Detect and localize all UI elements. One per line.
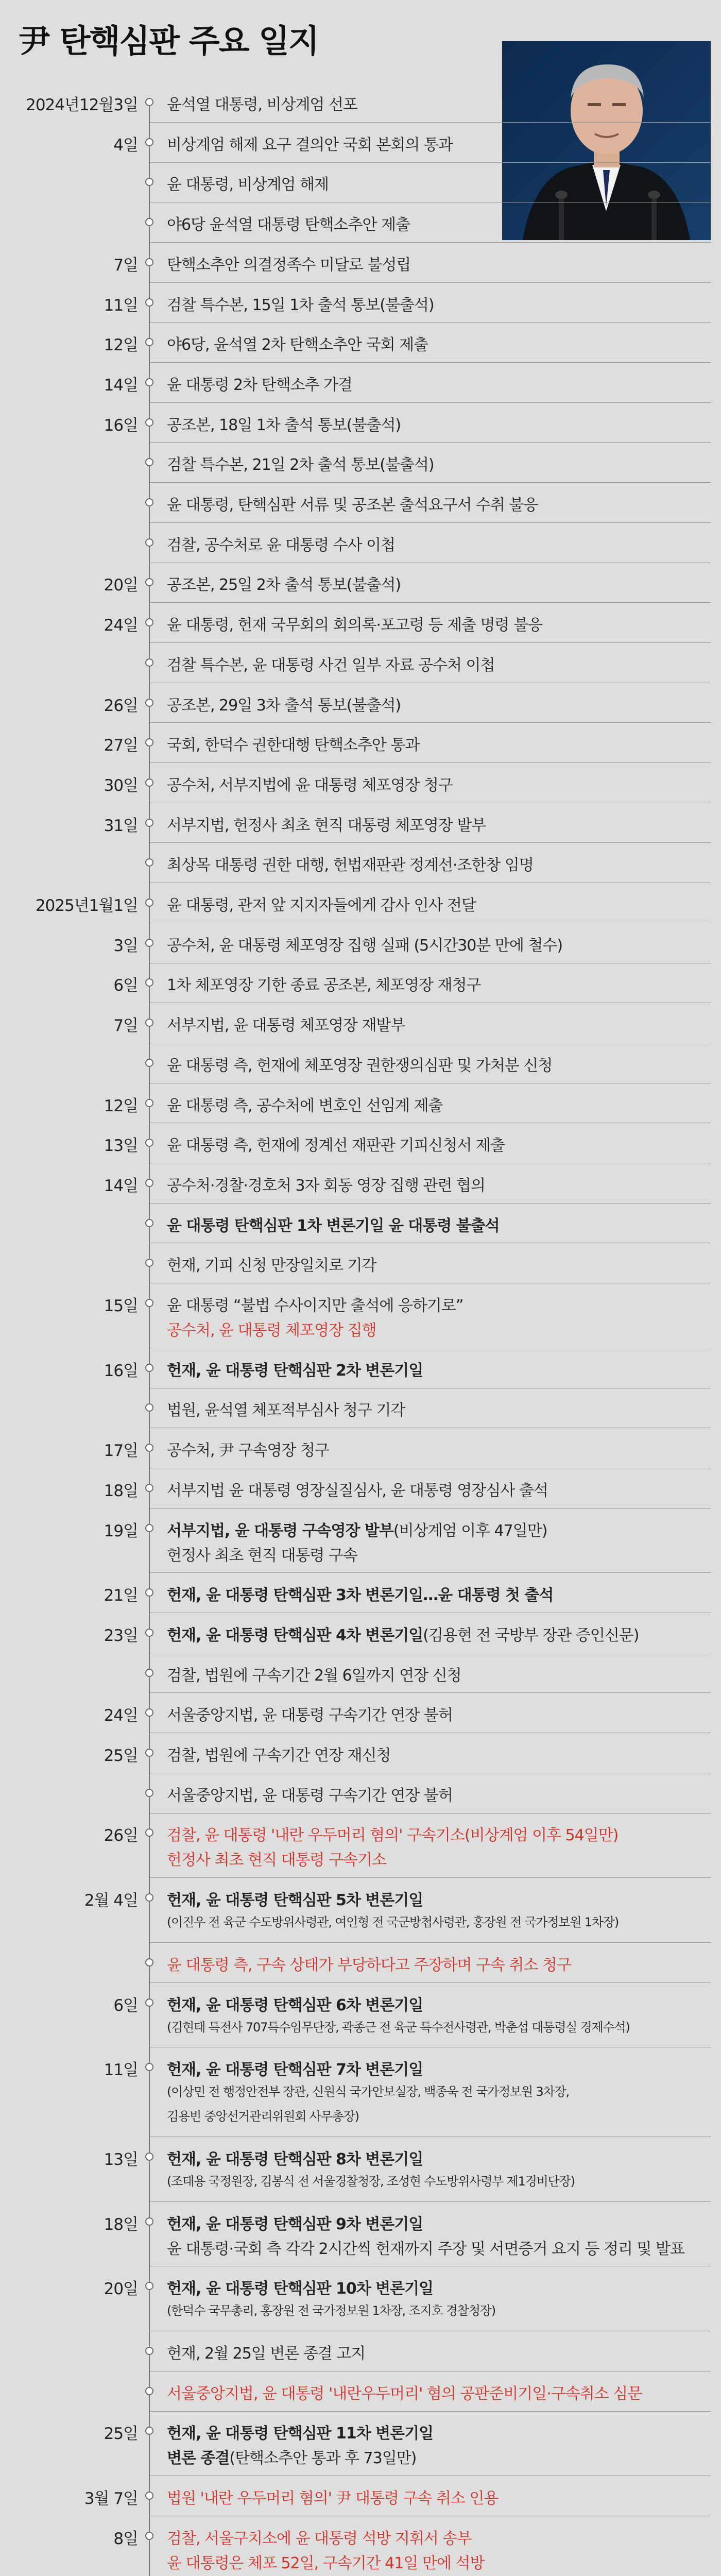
entry-text: 비상계엄 해제 요구 결의안 국회 본회의 통과: [167, 135, 453, 154]
timeline-dot: [145, 1524, 153, 1532]
entry-text: (이진우 전 육군 수도방위사령관, 여인형 전 국군방첩사령관, 홍장원 전 국가정보원 1차장): [167, 1915, 619, 1930]
entry-text: 윤 대통령·국회 측 각각 2시간씩 헌재까지 주장 및 서면증거 요지 등 정리 및 발표: [167, 2240, 684, 2258]
entry-text: 윤 대통령, 헌재 국무회의 회의록·포고령 등 제출 명령 불응: [167, 616, 542, 635]
row-divider: [150, 282, 711, 283]
entry-date: 24일: [104, 1706, 138, 1725]
timeline-dot: [145, 418, 153, 427]
timeline-dot: [145, 258, 153, 266]
timeline-dot: [145, 98, 153, 106]
entry-text: 헌재, 윤 대통령 탄핵심판 5차 변론기일: [167, 1891, 423, 1910]
timeline-dot: [145, 1364, 153, 1372]
entry-date: 25일: [104, 2425, 138, 2444]
timeline-dot: [145, 1099, 153, 1107]
timeline-dot: [145, 1893, 153, 1902]
entry-date: 18일: [104, 1481, 138, 1500]
entry-text: 윤 대통령 “불법 수사이지만 출석에 응하기로”: [167, 1297, 464, 1315]
entry-text-segment: (비상계엄 이후 47일만): [393, 1521, 547, 1540]
timeline-dot: [145, 1444, 153, 1452]
timeline-dot: [145, 1669, 153, 1677]
entry-date: 4일: [113, 135, 138, 155]
entry-text: 헌재, 윤 대통령 탄핵심판 7차 변론기일: [167, 2061, 423, 2079]
entry-date: 7일: [113, 256, 138, 275]
entry-date: 21일: [104, 1586, 138, 1605]
entry-date: 23일: [104, 1626, 138, 1645]
timeline-dot: [145, 378, 153, 386]
entry-text: 헌재, 기피 신청 만장일치로 기각: [167, 1257, 376, 1275]
entry-text: 서부지법 윤 대통령 영장실질심사, 윤 대통령 영장심사 출석: [167, 1481, 548, 1500]
entry-text: 헌재, 윤 대통령 탄핵심판 10차 변론기일: [167, 2280, 434, 2298]
timeline-dot: [145, 1828, 153, 1837]
timeline-dot: [145, 2282, 153, 2290]
entry-text: 검찰, 법원에 구속기간 2월 6일까지 연장 신청: [167, 1666, 461, 1685]
row-divider: [150, 522, 711, 523]
row-divider: [150, 162, 711, 163]
row-divider: [150, 2411, 711, 2412]
entry-text: 검찰 특수본, 윤 대통령 사건 일부 자료 공수처 이첩: [167, 656, 495, 674]
entry-text-segment: (김용현 전 국방부 장관 증인신문): [423, 1626, 639, 1645]
entry-text: 검찰 특수본, 15일 1차 출석 통보(불출석): [167, 296, 434, 314]
entry-text: 탄핵소추안 의결정족수 미달로 불성립: [167, 256, 411, 274]
entry-date: 3일: [113, 936, 138, 955]
entry-text: [167, 1622, 639, 1645]
entry-text: 법원 '내란 우두머리 혐의' 尹 대통령 구속 취소 인용: [167, 2489, 499, 2508]
timeline-dot: [145, 1958, 153, 1967]
entry-text: 윤석열 대통령, 비상계엄 선포: [167, 96, 357, 114]
entry-text: 공조본, 25일 2차 출석 통보(불출석): [167, 576, 401, 595]
row-divider: [150, 482, 711, 483]
row-divider: [150, 362, 711, 363]
timeline-dot: [145, 1749, 153, 1757]
timeline-dot: [145, 338, 153, 346]
timeline-dot: [145, 1403, 153, 1412]
entry-text: [167, 1822, 618, 1845]
entry-text: 헌재, 2월 25일 변론 종결 고지: [167, 2345, 366, 2363]
entry-text-segment: 헌재, 윤 대통령 탄핵심판 4차 변론기일: [167, 1626, 423, 1645]
entry-text: 윤 대통령 측, 구속 상태가 부당하다고 주장하며 구속 취소 청구: [167, 1956, 571, 1974]
timeline-dot: [145, 1019, 153, 1027]
timeline-dot: [145, 2153, 153, 2161]
entry-text: 법원, 윤석열 체포적부심사 청구 기각: [167, 1401, 405, 1420]
row-divider: [150, 842, 711, 843]
entry-date: 19일: [104, 1521, 138, 1540]
entry-date: 11일: [104, 296, 138, 315]
timeline-dot: [145, 899, 153, 907]
entry-text: 1차 체포영장 기한 종료 공조본, 체포영장 재청구: [167, 976, 481, 995]
row-divider: [150, 1508, 711, 1509]
entry-date: 17일: [104, 1442, 138, 1461]
entry-text: 서울중앙지법, 윤 대통령 '내란우두머리' 혐의 공판준비기일·구속취소 심문: [167, 2384, 642, 2403]
timeline-dot: [145, 1059, 153, 1067]
entry-text: [167, 1518, 547, 1540]
entry-date: 12일: [104, 336, 138, 355]
entry-text: 윤 대통령은 체포 52일, 구속기간 41일 만에 석방: [167, 2554, 485, 2572]
entry-date: 11일: [104, 2061, 138, 2080]
timeline-dot: [145, 699, 153, 707]
entry-text: 윤 대통령 2차 탄핵소추 가결: [167, 376, 353, 394]
entry-date: 20일: [104, 2280, 138, 2299]
entry-date: 13일: [104, 1137, 138, 1156]
entry-text: 검찰, 서울구치소에 윤 대통령 석방 지휘서 송부: [167, 2529, 472, 2548]
timeline-dot: [145, 2427, 153, 2435]
entry-date: 7일: [113, 1016, 138, 1036]
entry-date: 18일: [104, 2215, 138, 2234]
entry-text-segment: 검찰, 윤 대통령 '내란 우두머리 혐의' 구속기소: [167, 1826, 465, 1845]
entry-text: 헌정사 최초 현직 대통령 구속기소: [167, 1851, 386, 1870]
entry-text: 윤 대통령, 비상계엄 해제: [167, 176, 329, 194]
row-divider: [150, 442, 711, 443]
entry-text: 헌재, 윤 대통령 탄핵심판 3차 변론기일…윤 대통령 첫 출석: [167, 1586, 554, 1605]
timeline-dot: [145, 819, 153, 827]
entry-date: 12일: [104, 1096, 138, 1115]
entry-text: 김용빈 중앙선거관리위원회 사무총장): [167, 2109, 359, 2124]
timeline-dot: [145, 578, 153, 586]
row-divider: [150, 1692, 711, 1693]
entry-date: 24일: [104, 616, 138, 635]
timeline-dot: [145, 1219, 153, 1227]
entry-date: 2025년1월1일: [35, 896, 138, 915]
row-divider: [150, 1877, 711, 1878]
timeline-dot: [145, 1259, 153, 1267]
timeline-dot: [145, 1629, 153, 1637]
entry-text: 최상목 대통령 권한 대행, 헌법재판관 정계선·조한창 임명: [167, 856, 534, 875]
entry-text: (조태용 국정원장, 김봉식 전 서울경찰청장, 조성현 수도방위사령부 제1경비단장): [167, 2174, 575, 2189]
entry-text-segment: 서부지법, 윤 대통령 구속영장 발부: [167, 1521, 393, 1540]
timeline-dot: [145, 1484, 153, 1492]
entry-text: 윤 대통령 탄핵심판 1차 변론기일 윤 대통령 불출석: [167, 1216, 500, 1235]
entry-text: 헌재, 윤 대통령 탄핵심판 9차 변론기일: [167, 2215, 423, 2233]
timeline-dot: [145, 178, 153, 186]
timeline-dot: [145, 1789, 153, 1797]
row-divider: [150, 762, 711, 763]
row-divider: [150, 242, 711, 243]
entry-text: [167, 2445, 416, 2468]
timeline-dot: [145, 1139, 153, 1147]
timeline-dot: [145, 538, 153, 547]
entry-text: 공조본, 18일 1차 출석 통보(불출석): [167, 416, 401, 434]
entry-date: 8일: [113, 2529, 138, 2548]
entry-date: 2024년12월3일: [26, 96, 138, 114]
entry-text: 윤 대통령, 탄핵심판 서류 및 공조본 출석요구서 수취 불응: [167, 496, 538, 514]
entry-date: 26일: [104, 1826, 138, 1845]
entry-text: 공수처, 尹 구속영장 청구: [167, 1442, 329, 1460]
row-divider: [150, 322, 711, 323]
entry-date: 14일: [104, 1176, 138, 1195]
row-divider: [150, 1203, 711, 1204]
timeline-dot: [145, 1179, 153, 1187]
timeline-dot: [145, 2532, 153, 2540]
timeline-dot: [145, 1998, 153, 2007]
timeline-dot: [145, 939, 153, 947]
entry-text: 윤 대통령, 관저 앞 지지자들에게 감사 인사 전달: [167, 896, 476, 914]
timeline-dot: [145, 2387, 153, 2395]
timeline-dot: [145, 658, 153, 667]
row-divider: [150, 1813, 711, 1814]
entry-text: 공수처·경찰·경호처 3자 회동 영장 집행 관련 협의: [167, 1176, 485, 1195]
timeline-dot: [145, 2063, 153, 2071]
entry-date: 6일: [113, 1996, 138, 2015]
timeline-dot: [145, 298, 153, 307]
entry-text-segment: (비상계엄 이후 54일만): [464, 1826, 619, 1845]
entry-text: 국회, 한덕수 권한대행 탄핵소추안 통과: [167, 736, 420, 755]
row-divider: [150, 1572, 711, 1573]
entry-date: 27일: [104, 736, 138, 755]
entry-text: 야6당 윤석열 대통령 탄핵소추안 제출: [167, 216, 410, 234]
timeline-dot: [145, 1588, 153, 1597]
timeline-dot: [145, 778, 153, 787]
timeline-dot: [145, 2347, 153, 2355]
entry-text: 서울중앙지법, 윤 대통령 구속기간 연장 불허: [167, 1706, 453, 1725]
entry-text: 헌재, 윤 대통령 탄핵심판 8차 변론기일: [167, 2150, 423, 2168]
row-divider: [150, 642, 711, 643]
page-title: 尹 탄핵심판 주요 일지: [19, 22, 318, 60]
timeline-dot: [145, 2492, 153, 2500]
entry-text: 서부지법, 헌정사 최초 현직 대통령 체포영장 발부: [167, 816, 486, 835]
entry-text: 공수처, 서부지법에 윤 대통령 체포영장 청구: [167, 776, 453, 794]
entry-text: 윤 대통령 측, 헌재에 정계선 재판관 기피신청서 제출: [167, 1137, 505, 1155]
timeline-dot: [145, 738, 153, 747]
row-divider: [150, 402, 711, 403]
entry-date: 31일: [104, 816, 138, 835]
row-divider: [150, 1982, 711, 1983]
timeline-dot: [145, 1708, 153, 1717]
timeline-dot: [145, 2217, 153, 2226]
entry-date: 16일: [104, 1361, 138, 1380]
entry-text: (한덕수 국무총리, 홍장원 전 국가정보원 1차장, 조지호 경찰청장): [167, 2303, 495, 2318]
timeline-axis: [149, 102, 150, 2576]
entry-text: 서울중앙지법, 윤 대통령 구속기간 연장 불허: [167, 1786, 453, 1805]
timeline-dot: [145, 978, 153, 987]
entry-date: 20일: [104, 576, 138, 595]
entry-date: 6일: [113, 976, 138, 995]
entry-text: 헌정사 최초 현직 대통령 구속: [167, 1546, 357, 1565]
entry-date: 26일: [104, 696, 138, 715]
row-divider: [150, 602, 711, 603]
entry-date: 2월 4일: [84, 1891, 138, 1910]
timeline-dot: [145, 218, 153, 226]
timeline-dot: [145, 498, 153, 506]
row-divider: [150, 722, 711, 723]
entry-text: 공조본, 29일 3차 출석 통보(불출석): [167, 696, 401, 715]
entry-text-segment: (탄핵소추안 통과 후 73일만): [229, 2449, 417, 2468]
timeline-dot: [145, 1299, 153, 1307]
row-divider: [150, 1942, 711, 1943]
entry-text: 공수처, 윤 대통령 체포영장 집행: [167, 1321, 376, 1340]
timeline-dot: [145, 858, 153, 867]
entry-text: 헌재, 윤 대통령 탄핵심판 2차 변론기일: [167, 1361, 423, 1380]
entry-text: (이상민 전 행정안전부 장관, 신원식 국가안보실장, 백종욱 전 국가정보원 3차장,: [167, 2084, 569, 2099]
timeline-dot: [145, 458, 153, 466]
entry-text: 헌재, 윤 대통령 탄핵심판 6차 변론기일: [167, 1996, 423, 2014]
entry-date: 3월 7일: [84, 2489, 138, 2509]
timeline-dot: [145, 138, 153, 146]
row-divider: [150, 122, 711, 123]
entry-text: 서부지법, 윤 대통령 체포영장 재발부: [167, 1016, 405, 1035]
row-divider: [150, 2201, 711, 2202]
entry-text: 야6당, 윤석열 2차 탄핵소추안 국회 제출: [167, 336, 428, 354]
timeline-dot: [145, 618, 153, 626]
entry-date: 25일: [104, 1747, 138, 1765]
entry-text: (김현태 특전사 707특수임무단장, 곽종근 전 육군 특수전사령관, 박춘섭 대통령실 경제수석): [167, 2020, 630, 2035]
entry-date: 16일: [104, 416, 138, 435]
entry-text: 윤 대통령 측, 공수처에 변호인 선임계 제출: [167, 1096, 443, 1115]
entry-text: 윤 대통령 측, 헌재에 체포영장 권한쟁의심판 및 가처분 신청: [167, 1056, 553, 1075]
entry-text: 공수처, 윤 대통령 체포영장 집행 실패 (5시간30분 만에 철수): [167, 936, 563, 955]
entry-text: 검찰 특수본, 21일 2차 출석 통보(불출석): [167, 456, 434, 474]
entry-date: 30일: [104, 776, 138, 795]
entry-date: 14일: [104, 376, 138, 395]
entry-date: 15일: [104, 1297, 138, 1315]
entry-date: 13일: [104, 2150, 138, 2169]
entry-text: 검찰, 공수처로 윤 대통령 수사 이첩: [167, 536, 395, 554]
entry-text-segment: 변론 종결: [167, 2449, 230, 2468]
entry-text: 헌재, 윤 대통령 탄핵심판 11차 변론기일: [167, 2425, 434, 2443]
entry-text: 검찰, 법원에 구속기간 연장 재신청: [167, 1747, 391, 1765]
